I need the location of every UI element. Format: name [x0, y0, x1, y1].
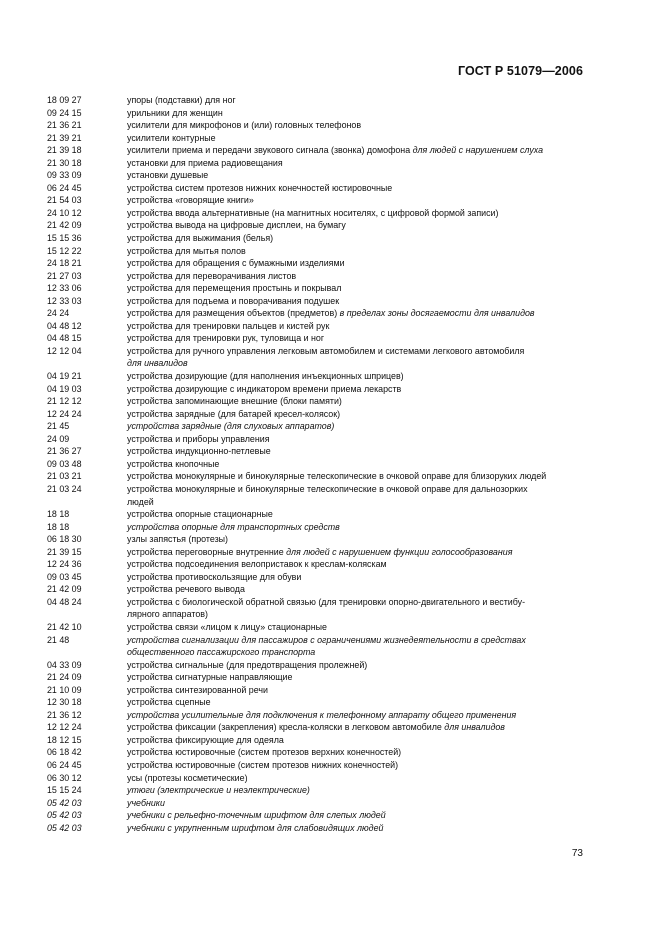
entry-text: устройства усилительные для подключения к телефонному аппарату общего применения — [127, 709, 517, 720]
entry-code: 21 42 10 — [47, 621, 82, 632]
entry-description — [127, 245, 587, 258]
entry-code: 12 33 03 — [47, 295, 82, 306]
entry-code: 24 24 — [47, 308, 70, 319]
entry-text: устройства дозирующие (для наполнения инъекционных шприцев) — [127, 371, 404, 382]
entry-code: 15 15 36 — [47, 233, 82, 244]
index-entry — [47, 107, 587, 120]
entry-code: 12 30 18 — [47, 697, 82, 708]
entry-code: 21 10 09 — [47, 684, 82, 695]
entry-description — [127, 759, 587, 772]
entry-text: устройства запоминающие внешние (блоки памяти) — [127, 396, 342, 407]
entry-code: 12 12 04 — [47, 345, 82, 356]
entry-code: 21 36 27 — [47, 446, 82, 457]
index-entry — [47, 470, 587, 483]
entry-code: 04 19 21 — [47, 371, 82, 382]
index-entry — [47, 119, 587, 132]
entry-code: 24 18 21 — [47, 258, 82, 269]
entry-code: 15 12 22 — [47, 245, 82, 256]
entry-code: 12 12 24 — [47, 722, 82, 733]
index-entry — [47, 734, 587, 747]
entry-code: 09 24 15 — [47, 107, 82, 118]
index-entry — [47, 797, 587, 810]
entry-qualifier: для людей с нарушением слуха — [410, 145, 544, 156]
entry-text: устройства для переворачивания листов — [127, 270, 297, 281]
entry-description — [127, 194, 587, 207]
entry-description — [127, 383, 587, 396]
entry-code: 12 24 36 — [47, 559, 82, 570]
index-entry — [47, 558, 587, 571]
entry-description — [127, 684, 587, 697]
entry-description — [127, 521, 587, 534]
index-entry — [47, 182, 587, 195]
entry-text: установки для приема радиовещания — [127, 157, 283, 168]
index-entry — [47, 546, 587, 559]
entry-description — [127, 696, 587, 709]
entry-text: устройства речевого вывода — [127, 584, 245, 595]
entry-text: устройства связи «лицом к лицу» стационарные — [127, 621, 327, 632]
entry-code: 21 45 — [47, 421, 70, 432]
entry-text: узлы запястья (протезы) — [127, 534, 228, 545]
entry-code: 04 48 12 — [47, 320, 82, 331]
entry-text: усилители приема и передачи звукового сигнала (звонка) домофона — [127, 145, 411, 156]
index-entry — [47, 659, 587, 672]
entry-description — [127, 634, 587, 659]
entry-description — [127, 270, 587, 283]
entry-code: 21 36 12 — [47, 709, 82, 720]
entry-description — [127, 332, 587, 345]
entry-text: устройства «говорящие книги» — [127, 195, 254, 206]
index-entry — [47, 521, 587, 534]
entry-description — [127, 809, 587, 822]
entry-code: 04 48 15 — [47, 333, 82, 344]
entry-description — [127, 119, 587, 132]
index-entry — [47, 684, 587, 697]
entry-code: 21 36 21 — [47, 120, 82, 131]
entry-description — [127, 746, 587, 759]
entry-code: 21 48 — [47, 634, 70, 645]
entry-text: урильники для женщин — [127, 107, 223, 118]
entry-text: устройства переговорные внутренние — [127, 546, 284, 557]
entry-code: 04 19 03 — [47, 383, 82, 394]
entry-description — [127, 157, 587, 170]
entry-code: 04 48 24 — [47, 596, 82, 607]
index-entry — [47, 445, 587, 458]
index-entry — [47, 395, 587, 408]
entry-description — [127, 257, 587, 270]
entry-description — [127, 169, 587, 182]
index-entry — [47, 207, 587, 220]
entry-description — [127, 107, 587, 120]
index-entry — [47, 533, 587, 546]
entry-text: устройства индукционно-петлевые — [127, 446, 271, 457]
index-entry — [47, 433, 587, 446]
entry-text: установки душевые — [127, 170, 209, 181]
entry-text: устройства монокулярные и бинокулярные телескопические в очковой оправе для близоруких людей — [127, 471, 547, 482]
entry-description — [127, 483, 587, 508]
index-entry — [47, 634, 587, 659]
entry-description — [127, 144, 587, 157]
entry-text: устройства вывода на цифровые дисплеи, на бумагу — [127, 220, 346, 231]
document-header: ГОСТ Р 51079—2006 — [457, 64, 583, 78]
entry-description — [127, 420, 587, 433]
index-entry — [47, 320, 587, 333]
entry-description — [127, 772, 587, 785]
entry-text: устройства зарядные (для слуховых аппаратов) — [127, 421, 335, 432]
entry-code: 21 39 15 — [47, 546, 82, 557]
entry-text: устройства сигнальные (для предотвращения пролежней) — [127, 659, 368, 670]
entry-text: устройства зарядные (для батарей кресел-колясок) — [127, 408, 341, 419]
index-entry — [47, 219, 587, 232]
entry-code: 21 30 18 — [47, 157, 82, 168]
entry-text: устройства сигнатурные направляющие — [127, 672, 293, 683]
entry-text: устройства для размещения объектов (предметов) — [127, 308, 338, 319]
entry-text: устройства опорные для транспортных средств — [127, 521, 340, 532]
index-entry — [47, 257, 587, 270]
entry-description — [127, 395, 587, 408]
entry-text: устройства противоскользящие для обуви — [127, 571, 302, 582]
entry-description — [127, 734, 587, 747]
entry-text: устройства и приборы управления — [127, 433, 270, 444]
entry-text: устройства для тренировки пальцев и кистей рук — [127, 320, 330, 331]
entry-text: устройства для тренировки рук, туловища и ног — [127, 333, 325, 344]
entry-text: устройства систем протезов нижних конечностей юстировочные — [127, 182, 393, 193]
entry-text: устройства для ручного управления легковым автомобилем и системами легкового автомобиля — [127, 345, 525, 356]
entry-description — [127, 721, 587, 734]
entry-description — [127, 232, 587, 245]
entry-description — [127, 408, 587, 421]
index-entry — [47, 621, 587, 634]
entry-description — [127, 219, 587, 232]
entry-text: устройства с биологической обратной связью (для тренировки опорно-двигательного и вестибу- — [127, 596, 526, 607]
entry-text: устройства кнопочные — [127, 458, 220, 469]
entry-code: 21 39 18 — [47, 145, 82, 156]
entry-description — [127, 345, 587, 370]
entry-description — [127, 784, 587, 797]
entry-text: утюги (электрические и неэлектрические) — [127, 785, 310, 796]
index-entry — [47, 809, 587, 822]
index-entry — [47, 383, 587, 396]
entry-text: устройства монокулярные и бинокулярные телескопические в очковой оправе для дальнозорких — [127, 483, 528, 494]
entry-text: усы (протезы косметические) — [127, 772, 248, 783]
index-entry — [47, 144, 587, 157]
entry-text: устройства для перемещения простынь и покрывал — [127, 283, 342, 294]
index-entry — [47, 370, 587, 383]
index-entry — [47, 194, 587, 207]
entry-code: 05 42 03 — [47, 810, 82, 821]
entry-text: устройства для обращения с бумажными изделиями — [127, 258, 345, 269]
entry-text: усилители для микрофонов и (или) головных телефонов — [127, 120, 362, 131]
entry-description — [127, 709, 587, 722]
entry-text: устройства фиксирующие для одеяла — [127, 734, 284, 745]
entry-description — [127, 132, 587, 145]
entry-description — [127, 182, 587, 195]
entry-text: упоры (подставки) для ног — [127, 95, 236, 105]
entry-description — [127, 94, 587, 107]
index-entry — [47, 295, 587, 308]
entry-description — [127, 822, 587, 835]
index-entry — [47, 571, 587, 584]
index-entry — [47, 420, 587, 433]
entry-description — [127, 558, 587, 571]
entry-text: усилители контурные — [127, 132, 216, 143]
entry-description — [127, 571, 587, 584]
index-entry — [47, 696, 587, 709]
entry-description — [127, 433, 587, 446]
entry-description — [127, 458, 587, 471]
index-entry — [47, 583, 587, 596]
entry-code: 06 30 12 — [47, 772, 82, 783]
entry-code: 21 42 09 — [47, 220, 82, 231]
entry-code: 09 03 45 — [47, 571, 82, 582]
entry-code: 21 27 03 — [47, 270, 82, 281]
index-entry — [47, 596, 587, 621]
entry-description — [127, 470, 587, 483]
entry-text: устройства ввода альтернативные (на магнитных носителях, с цифровой формой записи) — [127, 207, 499, 218]
entry-code: 21 12 12 — [47, 396, 82, 407]
entry-code: 21 54 03 — [47, 195, 82, 206]
index-entry — [47, 132, 587, 145]
index-entry — [47, 245, 587, 258]
index-entry — [47, 282, 587, 295]
entry-text: устройства опорные стационарные — [127, 509, 273, 520]
entry-qualifier: в пределах зоны досягаемости для инвалидов — [337, 308, 535, 319]
entry-description — [127, 797, 587, 810]
index-entry — [47, 270, 587, 283]
index-entry — [47, 709, 587, 722]
index-list — [47, 94, 587, 834]
index-entry — [47, 746, 587, 759]
entry-description — [127, 207, 587, 220]
entry-description — [127, 671, 587, 684]
entry-continuation: для инвалидов — [127, 358, 188, 369]
entry-text: устройства юстировочные (систем протезов верхних конечностей) — [127, 747, 402, 758]
index-entry — [47, 408, 587, 421]
entry-code: 15 15 24 — [47, 785, 82, 796]
index-entry — [47, 458, 587, 471]
entry-description — [127, 508, 587, 521]
entry-description — [127, 370, 587, 383]
entry-code: 24 10 12 — [47, 207, 82, 218]
entry-description — [127, 596, 587, 621]
index-entry — [47, 772, 587, 785]
entry-description — [127, 307, 587, 320]
entry-description — [127, 659, 587, 672]
index-entry — [47, 232, 587, 245]
entry-code: 12 24 24 — [47, 408, 82, 419]
entry-text: устройства сцепные — [127, 697, 211, 708]
entry-text: устройства дозирующие с индикатором времени приема лекарств — [127, 383, 402, 394]
entry-description — [127, 320, 587, 333]
entry-code: 24 09 — [47, 433, 70, 444]
entry-code: 21 03 21 — [47, 471, 82, 482]
entry-text: учебники с укрупненным шрифтом для слабовидящих людей — [127, 822, 384, 833]
entry-qualifier: для людей с нарушением функции голосообразования — [283, 546, 513, 557]
entry-code: 04 33 09 — [47, 659, 82, 670]
entry-code: 06 24 45 — [47, 759, 82, 770]
entry-code: 18 09 27 — [47, 95, 82, 105]
entry-code: 06 18 42 — [47, 747, 82, 758]
entry-text: устройства юстировочные (систем протезов нижних конечностей) — [127, 759, 399, 770]
entry-code: 18 18 — [47, 509, 70, 520]
index-entry — [47, 784, 587, 797]
entry-continuation: общественного пассажирского транспорта — [127, 647, 316, 658]
entry-text: учебники — [127, 797, 165, 808]
entry-text: устройства для мытья полов — [127, 245, 246, 256]
entry-description — [127, 621, 587, 634]
index-entry — [47, 759, 587, 772]
page-number: 73 — [571, 848, 583, 859]
entry-continuation: лярного аппаратов) — [127, 609, 208, 620]
entry-code: 21 42 09 — [47, 584, 82, 595]
index-entry — [47, 345, 587, 370]
entry-code: 12 33 06 — [47, 283, 82, 294]
entry-code: 18 18 — [47, 521, 70, 532]
index-entry — [47, 307, 587, 320]
index-entry — [47, 721, 587, 734]
entry-description — [127, 546, 587, 559]
entry-code: 09 33 09 — [47, 170, 82, 181]
entry-text: устройства для выжимания (белья) — [127, 233, 274, 244]
index-entry — [47, 157, 587, 170]
index-entry — [47, 483, 587, 508]
index-entry — [47, 94, 587, 107]
index-entry — [47, 508, 587, 521]
entry-code: 21 24 09 — [47, 672, 82, 683]
entry-text: учебники с рельефно-точечным шрифтом для слепых людей — [127, 810, 386, 821]
entry-text: устройства синтезированной речи — [127, 684, 268, 695]
entry-description — [127, 583, 587, 596]
entry-text: устройства сигнализации для пассажиров с ограничениями жизнедеятельности в средствах — [127, 634, 526, 645]
entry-qualifier: для инвалидов — [441, 722, 505, 733]
entry-text: устройства подсоединения велоприставок к креслам-коляскам — [127, 559, 387, 570]
index-entry — [47, 822, 587, 835]
index-entry — [47, 332, 587, 345]
entry-code: 09 03 48 — [47, 458, 82, 469]
entry-description — [127, 533, 587, 546]
index-entry — [47, 169, 587, 182]
index-entry — [47, 671, 587, 684]
entry-text: устройства фиксации (закрепления) кресла-коляски в легковом автомобиле — [127, 722, 442, 733]
entry-code: 18 12 15 — [47, 734, 82, 745]
entry-description — [127, 295, 587, 308]
entry-code: 05 42 03 — [47, 822, 82, 833]
entry-code: 06 18 30 — [47, 534, 82, 545]
entry-continuation: людей — [127, 496, 154, 507]
entry-code: 21 39 21 — [47, 132, 82, 143]
entry-text: устройства для подъема и поворачивания подушек — [127, 295, 340, 306]
entry-description — [127, 282, 587, 295]
entry-code: 05 42 03 — [47, 797, 82, 808]
entry-code: 06 24 45 — [47, 182, 82, 193]
entry-description — [127, 445, 587, 458]
entry-code: 21 03 24 — [47, 483, 82, 494]
